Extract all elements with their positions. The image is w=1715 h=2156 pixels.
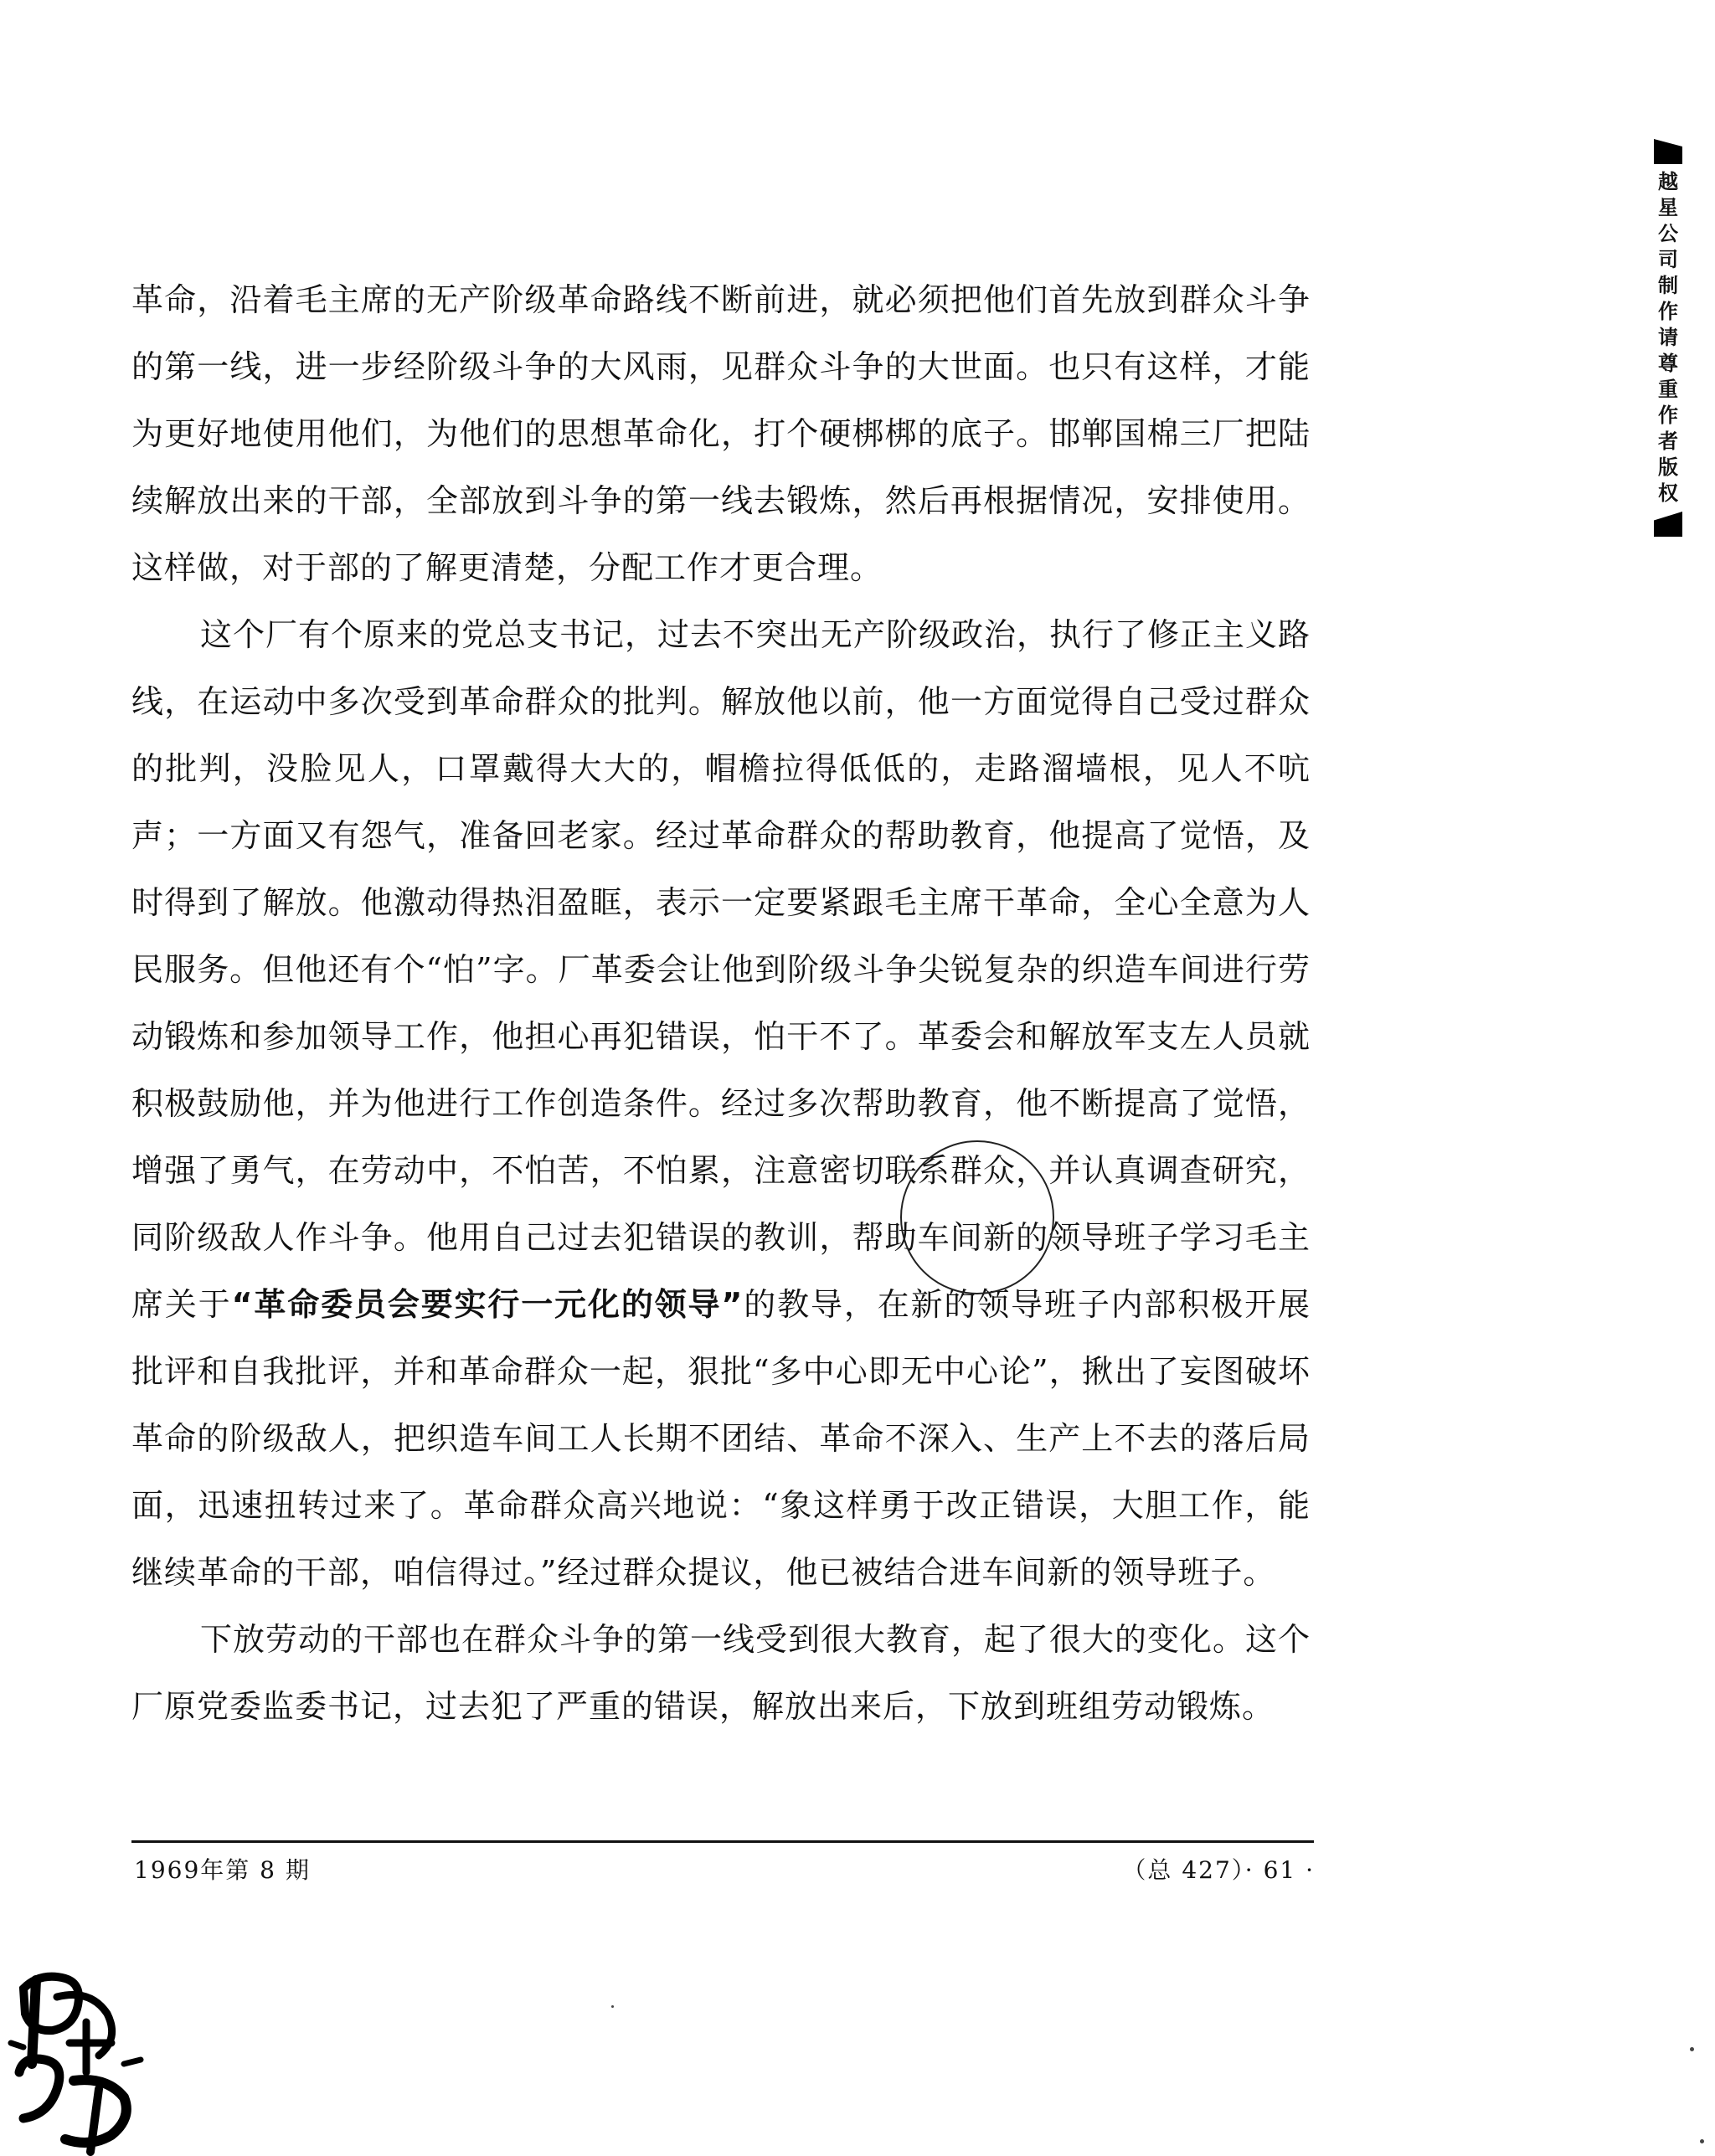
stray-dot	[611, 2005, 614, 2008]
strip-char: 星	[1658, 196, 1678, 219]
strip-char: 作	[1658, 300, 1678, 323]
copyright-side-strip	[1651, 139, 1685, 537]
stray-dot	[1700, 2139, 1704, 2143]
paragraph-1	[131, 266, 1311, 601]
stray-dot	[1690, 2047, 1694, 2051]
article-body	[131, 266, 1311, 1740]
strip-char: 作	[1658, 404, 1678, 427]
strip-char: 者	[1658, 430, 1678, 453]
paragraph-2	[131, 601, 1311, 1606]
paragraph-text: 的教导，在新的领导班子内部积极开展批评和自我批评，并和革命群众一起，狠批“多中心即无中心论”，揪出了妄图破坏革命的阶级敌人，把织造车间工人长期不团结、革命不深入、生产上不去的落后局面，迅速扭转过来了。革命群众高兴地说：“象这样勇于改正错误，大胆工作，能继续革命的干部，咱信得过。”经过群众提议，他已被结合进车间新的领导班子。	[131, 1286, 1311, 1591]
calligraphy-seal-stamp	[7, 1963, 149, 2156]
strip-char: 权	[1658, 481, 1678, 505]
paragraph-text: 下放劳动的干部也在群众斗争的第一线受到很大教育，起了很大的变化。这个厂原党委监委书记，过去犯了严重的错误，解放出来后，下放到班组劳动锻炼。	[131, 1621, 1311, 1725]
strip-top-bar	[1654, 139, 1682, 164]
paragraph-3	[131, 1606, 1311, 1740]
strip-characters	[1658, 164, 1678, 512]
footer-issue: 1969年第 8 期	[134, 1856, 311, 1884]
paragraph-text: 革命，沿着毛主席的无产阶级革命路线不断前进，就必须把他们首先放到群众斗争的第一线，进一步经阶级斗争的大风雨，见群众斗争的大世面。也只有这样，才能为更好地使用他们，为他们的思想革命化，打个硬梆梆的底子。邯郸国棉三厂把陆续解放出来的干部，全部放到斗争的第一线去锻炼，然后再根据情况，安排使用。这样做，对于部的了解更清楚，分配工作才更合理。	[131, 281, 1311, 586]
strip-bottom-bar	[1654, 512, 1682, 537]
strip-char: 公	[1658, 222, 1678, 245]
footer-page-number: （总 427）· 61 ·	[1122, 1856, 1315, 1884]
strip-char: 越	[1658, 170, 1678, 193]
paragraph-text: 这个厂有个原来的党总支书记，过去不突出无产阶级政治，执行了修正主义路线，在运动中多次受到革命群众的批判。解放他以前，他一方面觉得自己受过群众的批判，没脸见人，口罩戴得大大的，帽檐拉得低低的，走路溜墙根，见人不吭声；一方面又有怨气，准备回老家。经过革命群众的帮助教育，他提高了觉悟，及时得到了解放。他激动得热泪盈眶，表示一定要紧跟毛主席干革命，全心全意为人民服务。但他还有个“怕”字。厂革委会让他到阶级斗争尖锐复杂的织造车间进行劳动锻炼和参加领导工作，他担心再犯错误，怕干不了。革委会和解放军支左人员就积极鼓励他，并为他进行工作创造条件。经过多次帮助教育，他不断提高了觉悟，增强了勇气，在劳动中，不怕苦，不怕累，注意密切联系群众，并认真调查研究，同阶级敌人作斗争。他用自己过去犯错误的教训，帮助车间新的领导班子学习毛主席关于	[131, 616, 1311, 1323]
strip-char: 请	[1658, 326, 1678, 349]
strip-char: 重	[1658, 378, 1678, 401]
strip-char: 司	[1658, 248, 1678, 271]
strip-char: 尊	[1658, 352, 1678, 375]
strip-char: 制	[1658, 274, 1678, 297]
strip-char: 版	[1658, 455, 1678, 479]
footer-rule	[131, 1840, 1314, 1843]
bold-quotation: “革命委员会要实行一元化的领导”	[231, 1286, 744, 1323]
